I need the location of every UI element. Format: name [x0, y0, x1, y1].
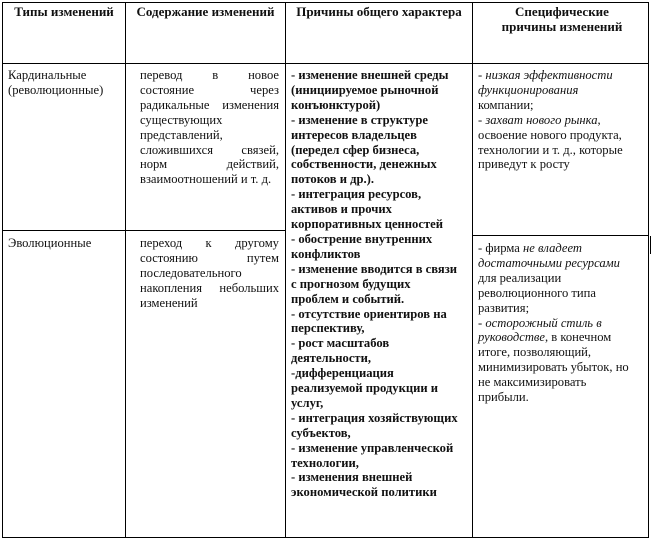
text: ,	[597, 112, 601, 127]
word: через	[250, 82, 279, 97]
content-line	[140, 296, 279, 311]
text: для реализации	[478, 270, 562, 285]
text: приведут к росту	[478, 157, 570, 172]
word: радикальные	[140, 97, 210, 112]
changes-table	[2, 2, 649, 538]
general-cause-line: - отсутствие ориентиров на	[291, 306, 447, 321]
row1-type	[8, 68, 123, 98]
word: связей,	[241, 142, 279, 157]
text: минимизировать убыток, но	[478, 360, 629, 375]
italic-text: - низкая эффективности	[478, 68, 613, 82]
content-line	[140, 98, 279, 113]
specific-cause-line	[478, 128, 646, 143]
table-border-left	[2, 2, 3, 538]
general-cause-line: - изменения внешней	[291, 470, 413, 485]
general-cause-line: (инициируемое рыночной	[291, 82, 439, 97]
word: накопления	[140, 280, 202, 295]
content-line	[140, 128, 279, 143]
general-cause-line: - рост масштабов	[291, 336, 390, 351]
general-cause-line: с прогнозом будущих	[291, 276, 411, 291]
text: компании;	[478, 97, 534, 112]
general-cause-line: деятельности,	[291, 351, 372, 366]
header-change-content	[126, 4, 285, 19]
content-line	[140, 143, 279, 158]
specific-cause-line	[478, 68, 646, 83]
row2-content	[140, 236, 279, 311]
word: другому	[234, 236, 279, 250]
text: , в конечном	[544, 330, 612, 345]
specific-cause-line	[478, 241, 646, 256]
row2-specific-causes	[478, 241, 646, 405]
specific-cause-line	[478, 98, 646, 113]
general-cause-line: интересов владельцев	[291, 127, 417, 142]
table-border-right	[648, 2, 649, 538]
row1-specific-causes	[478, 68, 646, 172]
general-cause-line: - интеграция хозяйствующих	[291, 410, 458, 425]
specific-cause-line	[478, 113, 646, 128]
content-line	[140, 68, 279, 83]
header-general-causes	[286, 4, 472, 19]
general-cause-line: конъюнктурой)	[291, 97, 381, 112]
general-cause-line: -дифференциация	[291, 366, 394, 381]
specific-cause-line	[478, 301, 646, 316]
general-cause-line: конфликтов	[291, 246, 361, 261]
specific-cause-line	[478, 83, 646, 98]
text: прибыли.	[478, 390, 529, 405]
general-cause-line: активов и прочих	[291, 202, 392, 217]
general-cause-line: корпоративных ценностей	[291, 217, 443, 232]
general-cause-line: экономической политики	[291, 485, 437, 500]
text: технологии и т. д., которые	[478, 142, 623, 157]
general-cause-line: перспективу,	[291, 321, 365, 336]
text: развития;	[478, 300, 530, 315]
header-text: Типы изменений	[14, 4, 114, 19]
italic-text: достаточными ресурсами	[478, 255, 620, 270]
text: не максимизировать	[478, 375, 587, 390]
col-divider-2	[285, 2, 286, 538]
general-cause-line: - изменение внешней среды	[291, 68, 449, 82]
header-text: Содержание изменений	[136, 4, 275, 19]
header-divider	[2, 63, 649, 64]
general-cause-line: потоков и др.).	[291, 172, 374, 187]
content-line	[140, 157, 279, 172]
col-divider-3	[472, 2, 473, 538]
specific-cause-line	[478, 330, 646, 345]
table-border-bottom	[2, 537, 649, 538]
header-change-types	[3, 4, 125, 19]
general-cause-line: - обострение внутренних	[291, 231, 433, 246]
specific-cause-line	[478, 143, 646, 158]
specific-cause-line	[478, 345, 646, 360]
content-line	[140, 251, 279, 266]
general-cause-line: реализуемой продукции и	[291, 381, 439, 396]
word: изменения	[222, 97, 279, 112]
word: представлений,	[140, 127, 223, 142]
type-line: Кардинальные	[8, 68, 87, 82]
specific-cause-line	[478, 271, 646, 286]
word: переход	[140, 236, 183, 250]
word: перевод	[140, 68, 183, 82]
italic-text: - осторожный стиль в	[478, 315, 602, 330]
general-cause-line: проблем и событий.	[291, 291, 405, 306]
text: итоге, позволяющий,	[478, 345, 592, 360]
text: освоение нового продукта,	[478, 127, 622, 142]
general-cause-line: - изменение управленческой	[291, 440, 454, 455]
type-line: Эволюционные	[8, 236, 92, 250]
word: небольших	[219, 280, 279, 295]
col-divider-1	[125, 2, 126, 538]
word: существующих	[140, 112, 223, 127]
italic-text: - захват нового рынка	[478, 112, 598, 127]
content-line	[140, 83, 279, 98]
specific-cause-line	[478, 375, 646, 390]
content-line	[140, 266, 279, 281]
content-line	[140, 113, 279, 128]
general-cause-line: (передел сфер бизнеса,	[291, 142, 420, 157]
header-text: Специфические причины изменений	[501, 4, 623, 34]
general-cause-line: - изменение в структуре	[291, 112, 428, 127]
word: последовательного	[140, 265, 242, 280]
header-specific-causes	[476, 4, 648, 34]
content-line	[140, 281, 279, 296]
word: новое	[248, 68, 279, 82]
table-border-top	[2, 2, 649, 3]
general-cause-line: - интеграция ресурсов,	[291, 187, 422, 202]
word: действий,	[226, 157, 279, 172]
row1-content	[140, 68, 279, 187]
italic-text: руководстве	[478, 330, 545, 345]
specific-cause-line	[478, 157, 646, 172]
general-cause-line: технологии,	[291, 455, 359, 470]
word: норм	[140, 157, 168, 172]
word: взаимоотношений и т. д.	[140, 172, 272, 187]
general-cause-line: - изменение вводится в связи	[291, 261, 458, 276]
row-divider-col1-2	[2, 230, 285, 231]
specific-cause-line	[478, 390, 646, 405]
general-cause-line: услуг,	[291, 395, 324, 410]
text: - фирма	[478, 241, 523, 255]
word: в	[212, 68, 219, 82]
word: изменений	[140, 295, 198, 310]
specific-cause-line	[478, 286, 646, 301]
specific-cause-line	[478, 316, 646, 331]
content-line	[140, 236, 279, 251]
content-line	[140, 172, 279, 187]
word: состояние	[140, 82, 195, 97]
header-text: Причины общего характера	[296, 4, 462, 19]
specific-cause-line	[478, 256, 646, 271]
word: к	[205, 236, 212, 250]
italic-text: не владеет	[522, 241, 583, 255]
text: революционного типа	[478, 285, 596, 300]
specific-cause-line	[478, 360, 646, 375]
general-cause-line: субъектов,	[291, 425, 351, 440]
type-line: (революционные)	[8, 82, 104, 97]
word: путем	[246, 250, 279, 265]
row2-type	[8, 236, 123, 251]
word: состоянию	[140, 250, 198, 265]
word: сложившихся	[140, 142, 213, 157]
general-cause-line: собственности, денежных	[291, 157, 437, 172]
italic-text: функционирования	[478, 82, 579, 97]
general-causes-list	[291, 68, 471, 500]
row-divider-col4	[472, 235, 649, 236]
